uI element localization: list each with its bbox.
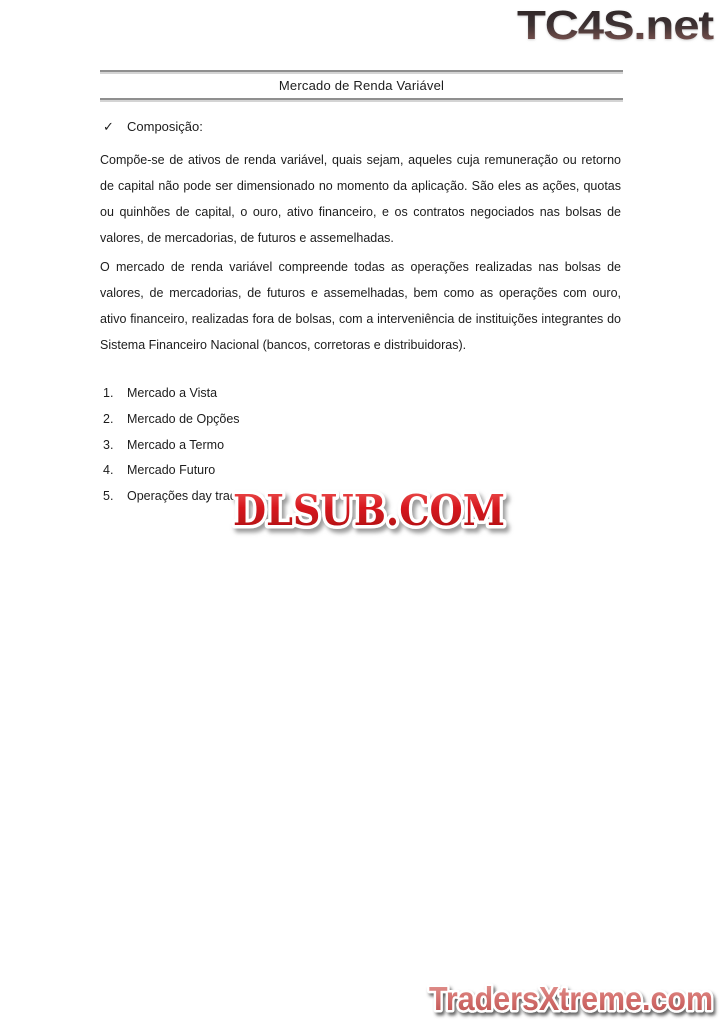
tc4s-watermark-text: TC4S.net (517, 2, 715, 48)
tradersxtreme-watermark-text: TradersXtreme.com (429, 980, 713, 1017)
paragraph-composition: Compõe-se de ativos de renda variável, quais sejam, aqueles cuja remuneração ou retorno de capital não pode ser dimensionado no momento da aplicação. São eles as ações, quotas ou quinhões de capital, o ouro, ativo financeiro, e os contratos negociados nas bolsas de valores, de mercadorias, de futuros e assemelhadas. (100, 153, 621, 245)
dlsub-watermark-image (218, 479, 520, 543)
list-item-label: Operações day trade (127, 489, 244, 504)
document-header (100, 70, 623, 100)
list-number: 2. (103, 411, 114, 426)
list-item (103, 433, 623, 459)
composition-bullet (103, 119, 203, 135)
tc4s-watermark-image (511, 0, 719, 48)
list-number: 3. (103, 437, 114, 452)
tradersxtreme-watermark (421, 975, 721, 1024)
composition-label: Composição: (127, 119, 203, 134)
list-item (103, 407, 623, 433)
list-number: 4. (103, 463, 114, 478)
list-item (103, 381, 623, 407)
dlsub-watermark-text: DLSUB.COM (233, 486, 505, 535)
tradersxtreme-watermark-image (421, 975, 721, 1024)
list-number: 1. (103, 386, 114, 400)
tc4s-watermark (511, 0, 719, 53)
list-number: 5. (103, 489, 114, 504)
page-title: Mercado de Renda Variável (278, 78, 445, 93)
header-rule-bottom (100, 98, 623, 100)
list-item-label: Mercado de Opções (127, 411, 240, 426)
list-item-label: Mercado a Termo (127, 437, 225, 452)
check-icon: ✓ (103, 119, 114, 134)
list-item-label: Mercado Futuro (127, 463, 216, 478)
paragraph-market-scope: O mercado de renda variável compreende todas as operações realizadas nas bolsas de valores, de mercadorias, de futuros e assemelhadas, bem como as operações com ouro, ativo financeiro, realizadas fora de bolsas, com a interveniência de instituições integrantes do Sistema Financeiro Nacional (bancos, corretoras e distribuidoras). (100, 260, 621, 352)
dlsub-watermark (218, 479, 520, 548)
list-item-label: Mercado a Vista (127, 386, 218, 400)
